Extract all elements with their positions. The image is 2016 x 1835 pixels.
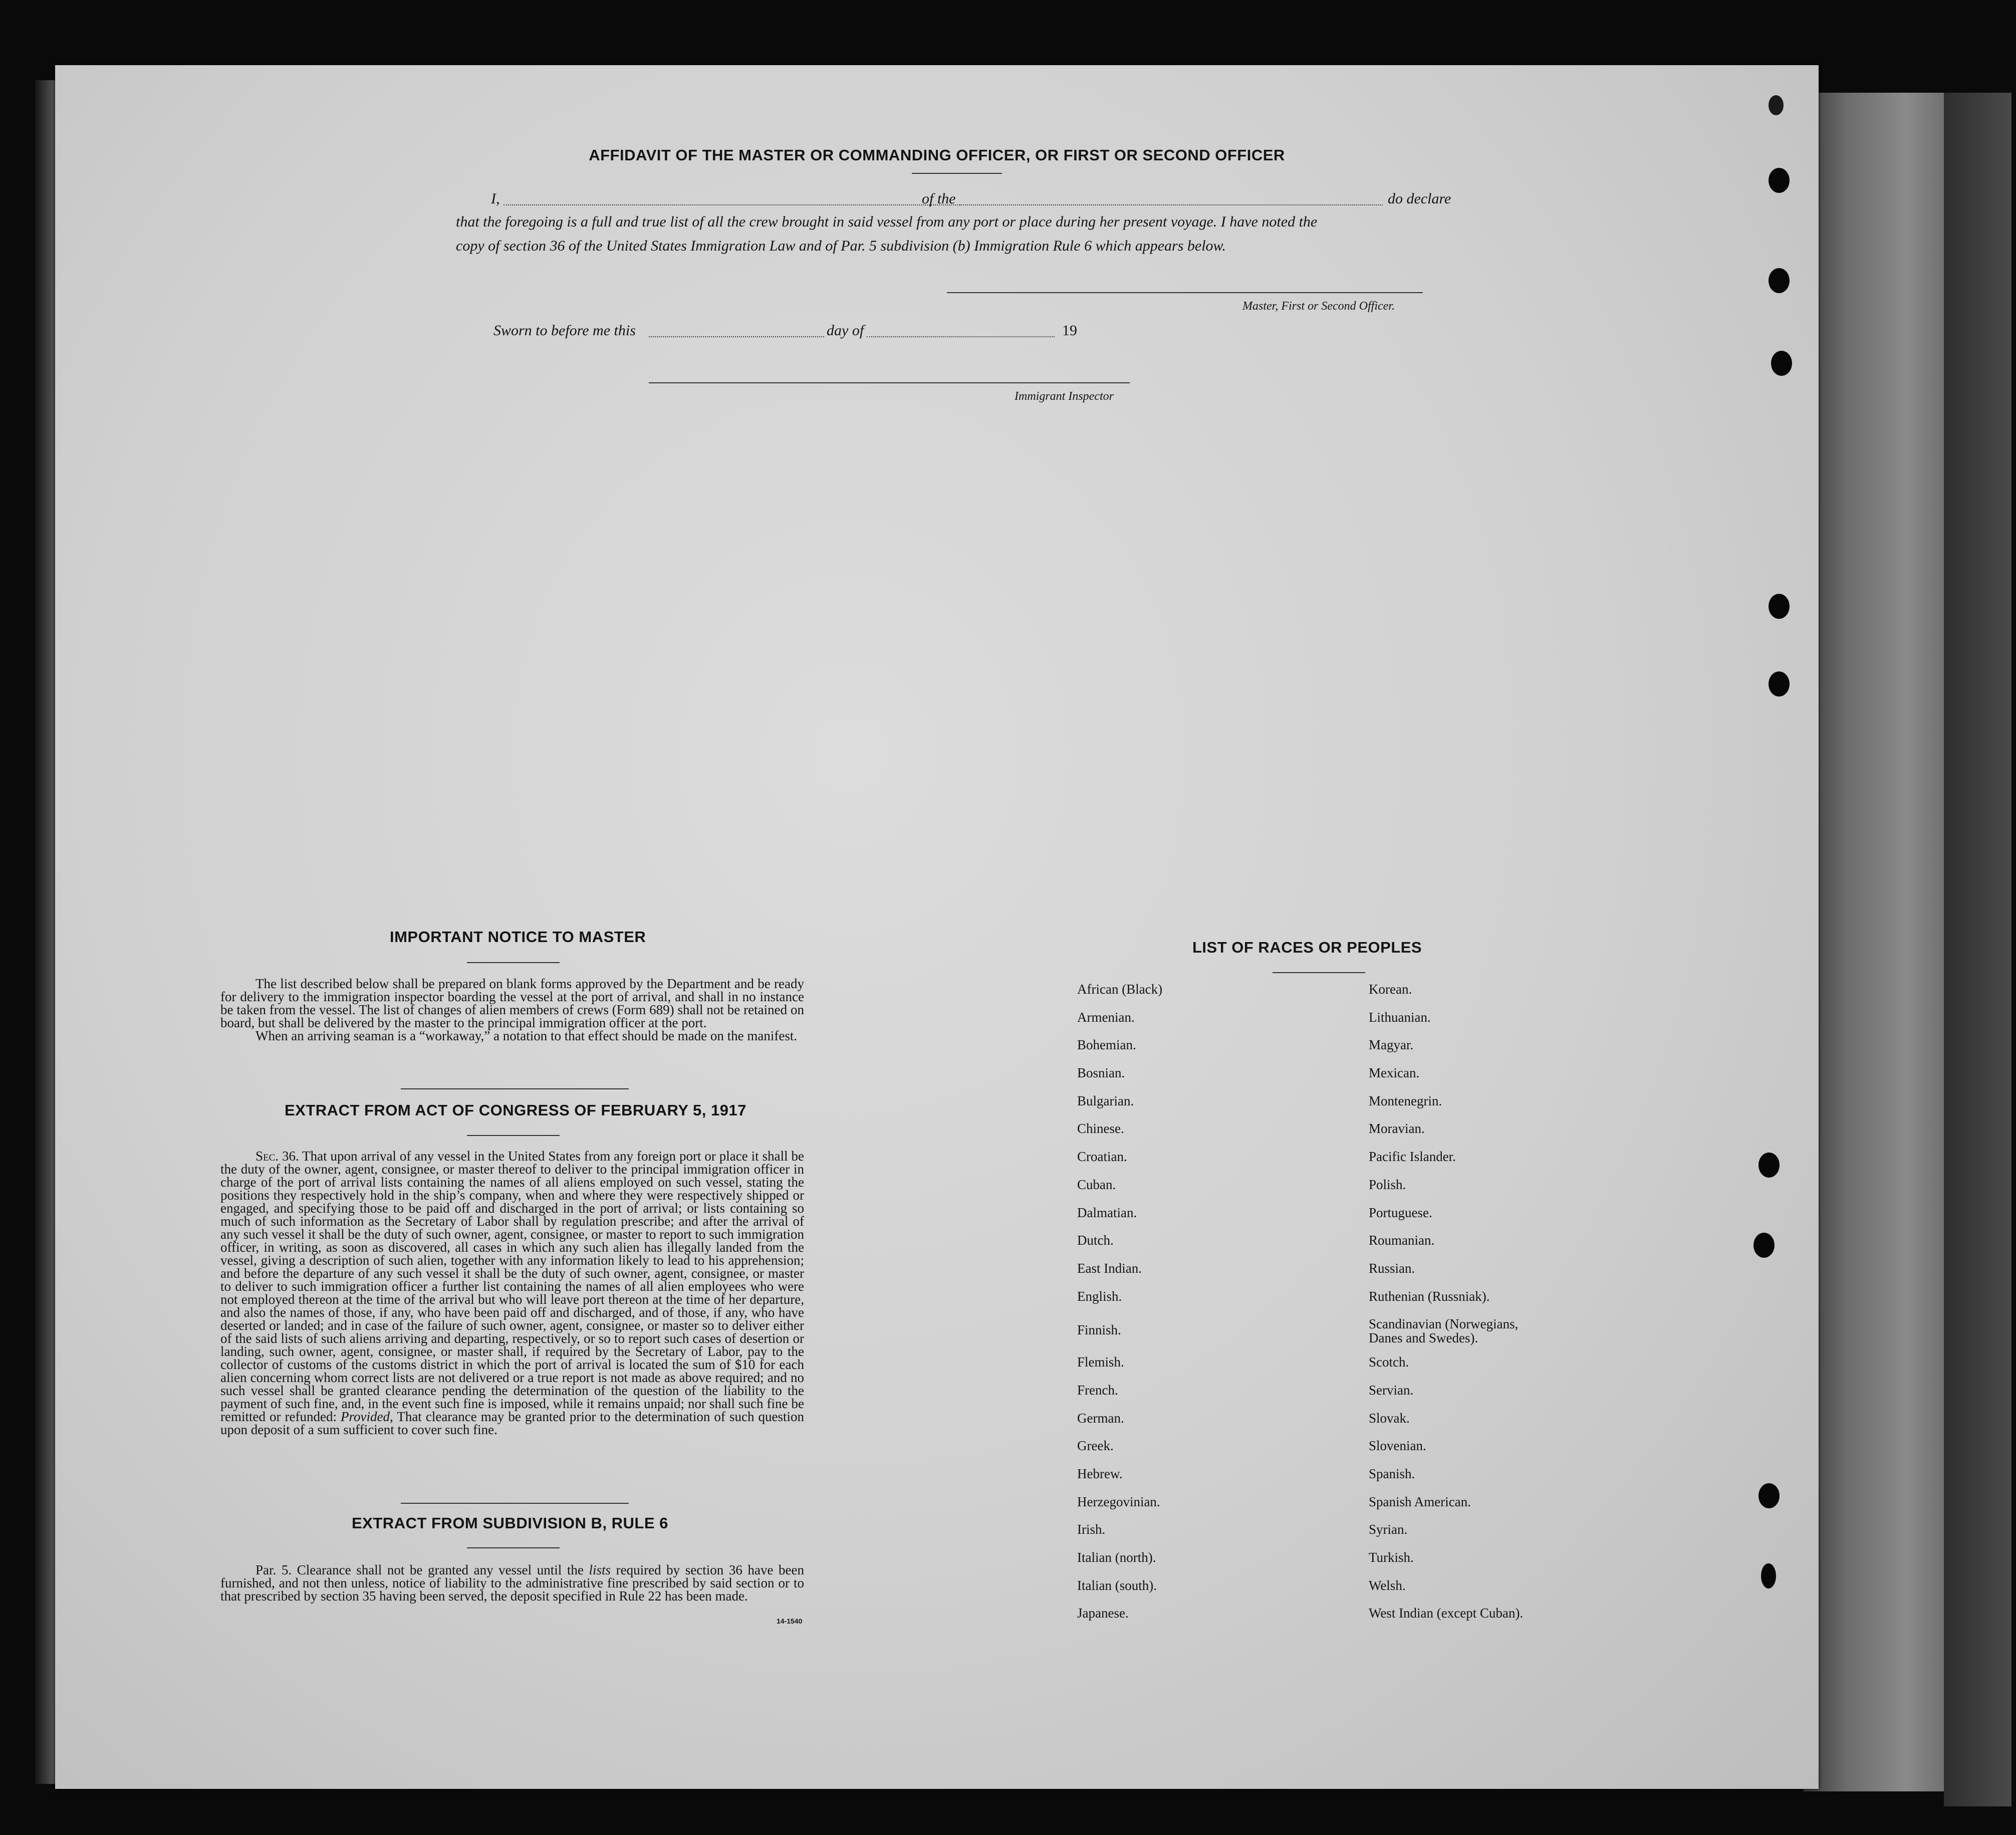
sworn-year: 19 <box>1062 322 1077 339</box>
race-item: Finnish. <box>1077 1322 1121 1338</box>
rule-6-text <box>220 1563 804 1602</box>
race-item: Dalmatian. <box>1077 1205 1137 1220</box>
race-item: Chinese. <box>1077 1121 1124 1136</box>
race-item: Mexican. <box>1369 1065 1420 1081</box>
race-item: Croatian. <box>1077 1149 1127 1165</box>
vessel-blank <box>959 204 1383 205</box>
underlying-sheet-edge <box>1944 93 2011 1806</box>
notice-body <box>220 977 804 1042</box>
extract-rule-divider <box>467 1547 560 1548</box>
punch-hole <box>1761 1563 1776 1588</box>
races-heading: LIST OF RACES OR PEOPLES <box>1192 939 1422 956</box>
race-item: African (Black) <box>1077 982 1163 997</box>
race-item: Greek. <box>1077 1438 1114 1454</box>
sworn-day-of: day of <box>827 322 864 339</box>
races-left-column <box>1077 982 1162 1634</box>
race-item: Bosnian. <box>1077 1065 1125 1081</box>
extract-act-body <box>220 1150 804 1436</box>
race-item: Pacific Islander. <box>1369 1149 1456 1165</box>
extract-rule-heading: EXTRACT FROM SUBDIVISION B, RULE 6 <box>352 1514 668 1532</box>
race-item: Welsh. <box>1369 1577 1406 1593</box>
heading-divider <box>912 173 1002 174</box>
affidavit-line1-start: I, <box>491 190 500 207</box>
race-item: Flemish. <box>1077 1354 1124 1370</box>
races-right-column <box>1369 982 1554 1634</box>
race-item: Dutch. <box>1077 1233 1114 1248</box>
race-item: East Indian. <box>1077 1260 1142 1276</box>
race-item: Syrian. <box>1369 1522 1408 1537</box>
affidavit-line1-end: do declare <box>1388 190 1451 207</box>
race-item: Lithuanian. <box>1369 1009 1431 1025</box>
races-divider <box>1273 972 1365 973</box>
rule-6-text-start: Par. 5. Clearance shall not be granted any vessel until the <box>256 1562 584 1577</box>
notice-paragraph: The list described below shall be prepared on blank forms approved by the Department and be ready for delivery to the immigration inspector boarding the vessel at the port of arrival, and shall in no instance be taken from the vessel. The list of changes of alien members of crews (Form 689) shall not be retained on board, but shall be delivered by the master to the principal immigration officer at the port. <box>220 976 804 1030</box>
notice-divider <box>467 962 560 963</box>
paper-edge-shadow <box>35 80 56 1784</box>
punch-hole <box>1753 1233 1775 1258</box>
race-item: Portuguese. <box>1369 1205 1432 1220</box>
section-36-body-end: That clearance may be granted prior to the determination of such question upon deposit of a sum sufficient to cover such fine. <box>220 1409 804 1437</box>
punch-hole <box>1769 95 1784 115</box>
signature-label: Master, First or Second Officer. <box>1242 300 1395 313</box>
punch-hole <box>1769 594 1790 619</box>
race-item: Cuban. <box>1077 1177 1116 1192</box>
sworn-month-blank <box>867 336 1055 337</box>
section-36-body: That upon arrival of any vessel in the United States from any foreign port or place it shall be the duty of the owner, agent, consignee, or master thereof to deliver to the principal immigration officer in charge of the port of arrival lists containing the names of all aliens employed on such vessel, stating the positions they respectively hold in the ship’s company, when and where they were respectively shipped or engaged, and specifying those to be paid off and discharged in the port of arrival; or lists containing so much of such information as the Secretary of Labor shall by regulation prescribe; and after the arrival of any such vessel it shall be the duty of such owner, agent, consignee, or master to report to such immigration officer, in writing, as soon as discovered, all cases in which any such alien has illegally landed from the vessel, giving a description of such alien, together with any information likely to lead to his apprehension; and before the departure of any such vessel it shall be the duty of such owner, agent, consignee, or master to deliver to such immigration officer a further list containing the names of all alien employees who were not employed thereon at the time of the arrival but who will leave port thereon at the time of her departure, and also the names of those, if any, who have been paid off and discharged, and of those, if any, who have deserted or landed; and in case of the failure of such owner, agent, consignee, or master so to deliver either of the said lists of such aliens arriving and departing, respectively, or so to report such cases of desertion or landing, such owner, agent, consignee, or master shall, if required by the Secretary of Labor, pay to the collector of customs of the customs district in which the port of arrival is located the sum of $10 for each alien concerning whom correct lists are not delivered or a true report is not made as above required; and no such vessel shall be granted clearance pending the determination of the question of the liability to the payment of such fine, and, in the event such fine is imposed, while it remains unpaid; nor shall such fine be remitted or refunded: <box>220 1149 804 1424</box>
inspector-label: Immigrant Inspector <box>1015 390 1114 403</box>
punch-hole <box>1771 351 1792 376</box>
race-item: English. <box>1077 1288 1122 1304</box>
race-item: Armenian. <box>1077 1009 1135 1025</box>
notice-heading: IMPORTANT NOTICE TO MASTER <box>390 928 646 946</box>
race-item: Spanish. <box>1369 1466 1415 1481</box>
name-blank <box>503 204 972 205</box>
inspector-signature-line <box>649 382 1130 383</box>
punch-hole <box>1769 268 1790 293</box>
race-item: Hebrew. <box>1077 1466 1123 1481</box>
race-item: Bulgarian. <box>1077 1093 1134 1108</box>
race-item: West Indian (except Cuban). <box>1369 1605 1524 1621</box>
notice-paragraph: When an arriving seaman is a “workaway,” a notation to that effect should be made on the manifest. <box>256 1028 798 1043</box>
section-label: Sec. 36. <box>256 1149 299 1164</box>
race-item: Slovak. <box>1369 1410 1410 1426</box>
extract-act-divider <box>467 1135 560 1136</box>
race-item: Magyar. <box>1369 1037 1414 1053</box>
race-item: Ruthenian (Russniak). <box>1369 1288 1490 1304</box>
race-item: Korean. <box>1369 982 1412 997</box>
race-item: French. <box>1077 1382 1118 1398</box>
section-divider <box>401 1088 629 1089</box>
extract-rule-body <box>220 1563 804 1602</box>
section-divider <box>401 1503 629 1504</box>
affidavit-line1-of-the: of the <box>922 190 956 207</box>
race-item: Montenegrin. <box>1369 1093 1442 1108</box>
race-item: Spanish American. <box>1369 1494 1471 1509</box>
race-item: Roumanian. <box>1369 1233 1435 1248</box>
signature-line <box>947 292 1423 293</box>
provided-word: Provided, <box>341 1409 393 1424</box>
race-item: Scandinavian (Norwegians, Danes and Swedes). <box>1369 1316 1519 1346</box>
race-item: Irish. <box>1077 1522 1106 1537</box>
race-item: Bohemian. <box>1077 1037 1136 1053</box>
form-number: 14-1540 <box>777 1617 803 1625</box>
race-item: Italian (south). <box>1077 1577 1157 1593</box>
punch-hole <box>1769 671 1790 697</box>
punch-hole <box>1758 1153 1780 1178</box>
race-item: Herzegovinian. <box>1077 1494 1160 1509</box>
race-item: Slovenian. <box>1369 1438 1426 1454</box>
document-page <box>55 65 1819 1789</box>
punch-hole <box>1758 1483 1780 1508</box>
sworn-start: Sworn to before me this <box>493 322 636 339</box>
race-item: Russian. <box>1369 1260 1415 1276</box>
race-item: Japanese. <box>1077 1605 1129 1621</box>
race-item: Turkish. <box>1369 1550 1414 1565</box>
race-item: Servian. <box>1369 1382 1414 1398</box>
lists-word: lists <box>589 1562 611 1577</box>
affidavit-line2: that the foregoing is a full and true list of all the crew brought in said vessel from any port or place during her present voyage. I have noted the <box>456 213 1318 230</box>
extract-act-heading: EXTRACT FROM ACT OF CONGRESS OF FEBRUARY 5, 1917 <box>285 1101 746 1119</box>
punch-hole <box>1769 168 1790 193</box>
race-item: German. <box>1077 1410 1124 1426</box>
affidavit-line3: copy of section 36 of the United States Immigration Law and of Par. 5 subdivision (b) Immigration Rule 6 which appears below. <box>456 238 1226 254</box>
affidavit-heading: AFFIDAVIT OF THE MASTER OR COMMANDING OFFICER, OR FIRST OR SECOND OFFICER <box>589 146 1285 164</box>
race-item: Italian (north). <box>1077 1550 1156 1565</box>
race-item: Moravian. <box>1369 1121 1425 1136</box>
race-item: Polish. <box>1369 1177 1406 1192</box>
section-36-text <box>220 1150 804 1436</box>
sworn-day-blank <box>649 336 824 337</box>
rule-6-text-end: required by section 36 have been furnished, and not then unless, notice of liability to the administrative fine prescribed by said section or to that prescribed by section 35 having been served, the deposit specified in Rule 22 has been made. <box>220 1562 804 1603</box>
race-item: Scotch. <box>1369 1354 1409 1370</box>
